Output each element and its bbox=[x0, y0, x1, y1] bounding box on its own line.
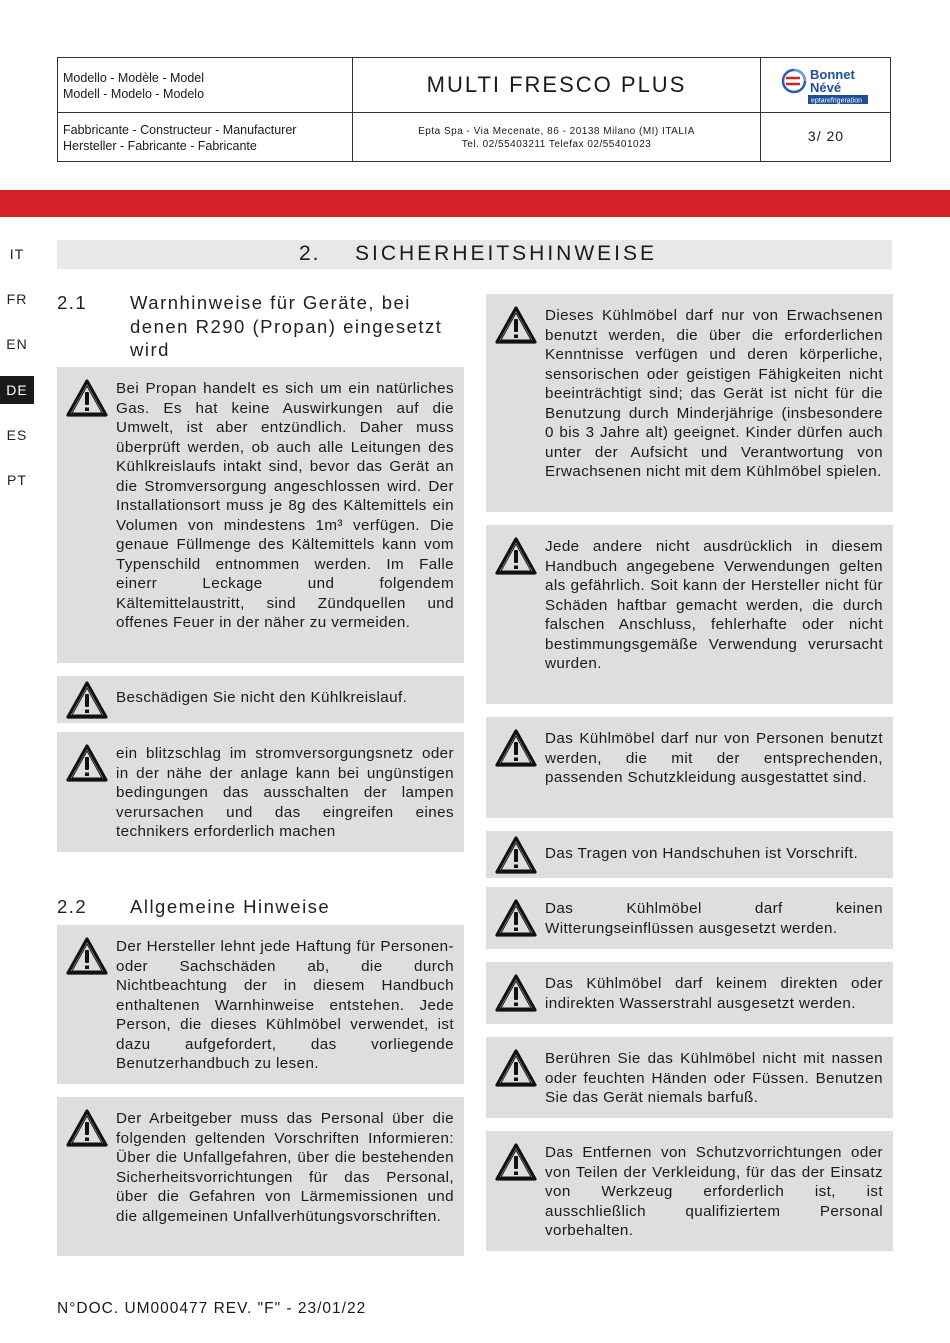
manufacturer-label bbox=[63, 122, 296, 154]
page-number: 3/ 20 bbox=[807, 128, 845, 144]
warning-icon bbox=[495, 729, 537, 767]
warning-box bbox=[486, 1131, 893, 1251]
lang-tab-de[interactable]: DE bbox=[0, 376, 34, 404]
warning-box bbox=[486, 294, 893, 512]
warning-text: Dieses Kühlmöbel darf nur von Erwachsenen benutzt werden, die über die erforderlichen Kenntnisse verfügen und deren körperliche, sensorischen oder geistigen Fähigkeiten nicht beeinträchtigt sind; das Gerät ist nicht für die Benutzung durch Minderjährige (insbesondere 0 bis 3 Jahre alt) geeignet. Kinder dürfen auch unter der Aufsicht und Verantwortung von Erwachsenen nicht mit dem Kühlmöbel spielen. bbox=[545, 307, 883, 480]
address-line-2: Tel. 02/55403211 Telefax 02/55401023 bbox=[461, 139, 652, 150]
document-number-footer: N°DOC. UM000477 REV. "F" - 23/01/22 bbox=[57, 1300, 367, 1317]
subsection-number: 2.1 bbox=[57, 292, 88, 313]
warning-box bbox=[486, 717, 893, 818]
warning-box bbox=[57, 732, 464, 852]
warning-text: Beschädigen Sie nicht den Kühlkreislauf. bbox=[116, 689, 408, 706]
section-number: 2. bbox=[299, 242, 321, 265]
warning-text: Das Entfernen von Schutzvorrichtungen oder von Teilen der Verkleidung, für das der Einsatz von Werkzeug erforderlich ist, ist ausschließlich qualifiziertem Personal vorbehalten. bbox=[545, 1144, 883, 1239]
model-label bbox=[63, 70, 204, 102]
red-accent-bar bbox=[0, 190, 950, 217]
warning-box bbox=[57, 1097, 464, 1256]
warning-box bbox=[57, 925, 464, 1084]
manufacturer-label-line-2: Hersteller - Fabricante - Fabricante bbox=[63, 139, 257, 153]
warning-icon bbox=[66, 379, 108, 417]
subsection-title: Warnhinweise für Geräte, bei denen R290 (Propan) eingesetzt wird bbox=[130, 292, 443, 360]
subsection-title: Allgemeine Hinweise bbox=[130, 896, 331, 917]
warning-text: Das Kühlmöbel darf keinem direkten oder indirekten Wasserstrahl ausgesetzt werden. bbox=[545, 975, 883, 1012]
address-line-1: Epta Spa - Via Mecenate, 86 - 20138 Milano (MI) ITALIA bbox=[418, 126, 695, 137]
warning-box bbox=[57, 676, 464, 723]
warning-icon bbox=[495, 836, 537, 874]
warning-icon bbox=[495, 974, 537, 1012]
warning-icon bbox=[495, 1049, 537, 1087]
warning-text: ein blitzschlag im stromversorgungsnetz oder in der nähe der anlage kann bei ungünstigen bedingungen das ausschalten der lampen verursachen und das eingreifen eines technikers erforderlich machen bbox=[116, 745, 454, 840]
warning-icon bbox=[495, 899, 537, 937]
manufacturer-address bbox=[353, 125, 760, 151]
subsection-2-1-heading bbox=[57, 291, 467, 363]
warning-box bbox=[486, 525, 893, 704]
warning-icon bbox=[66, 1109, 108, 1147]
section-heading: SICHERHEITSHINWEISE bbox=[355, 242, 658, 265]
logo-text-neve: Névé bbox=[810, 80, 842, 95]
subsection-number: 2.2 bbox=[57, 896, 88, 917]
lang-tab-it[interactable]: IT bbox=[9, 246, 25, 262]
bonnet-neve-logo bbox=[780, 64, 876, 106]
warning-icon bbox=[66, 681, 108, 719]
warning-icon bbox=[66, 937, 108, 975]
warning-text: Jede andere nicht ausdrücklich in diesem Handbuch angegebene Verwendungen gelten als gefährlich. Soit kann der Hersteller nicht für Schäden haftbar gemacht werden, die durch falschen Anschluss, fehlerhafte oder nicht bestimmungsgemäße Verwendung verursacht wurden. bbox=[545, 538, 883, 672]
warning-icon bbox=[495, 306, 537, 344]
warning-text: Der Arbeitgeber muss das Personal über die folgenden geltenden Vorschriften Informieren: Über die Unfallgefahren, über die bestehenden Sicherheitsvorrichtungen für das Personal, über die Gefahren von Lärmemissionen und die allgemeinen Unfallverhütungsvorschriften. bbox=[116, 1110, 454, 1225]
warning-box bbox=[486, 962, 893, 1024]
warning-text: Das Kühlmöbel darf keinen Witterungseinflüssen ausgesetzt werden. bbox=[545, 900, 883, 937]
lang-tab-pt[interactable]: PT bbox=[7, 472, 27, 488]
warning-text: Das Tragen von Handschuhen ist Vorschrift. bbox=[545, 845, 859, 862]
warning-text: Bei Propan handelt es sich um ein natürliches Gas. Es hat keine Auswirkungen auf die Umwelt, ist aber entzündlich. Daher muss überprüft werden, ob auch alle Leitungen des Kühlkreislaufs intakt sind, bevor das Gerät an die Stromversorgung angeschlossen wird. Der Installationsort muss je 8g des Kältemittels ein Volumen von mindestens 1m³ verfügen. Die genaue Füllmenge des Kältemittels kann vom Typenschild entnommen werden. Im Falle einerr Leckage und folgendem Kältemittelaustritt, sind Zündquellen und offenes Feuer in der näher zu vermeiden. bbox=[116, 380, 454, 631]
subsection-2-2-heading bbox=[57, 895, 467, 921]
product-title: MULTI FRESCO PLUS bbox=[426, 72, 687, 97]
warning-text: Berühren Sie das Kühlmöbel nicht mit nassen oder feuchten Händen oder Füssen. Benutzen Sie das Gerät niemals barfuß. bbox=[545, 1050, 883, 1106]
model-label-line-1: Modello - Modèle - Model bbox=[63, 71, 205, 85]
warning-box bbox=[57, 367, 464, 663]
warning-icon bbox=[66, 744, 108, 782]
document-header bbox=[57, 57, 891, 162]
section-title bbox=[57, 240, 892, 269]
lang-tab-fr[interactable]: FR bbox=[6, 291, 28, 307]
logo-text-epta: eptarefrigeration bbox=[811, 97, 862, 105]
warning-box bbox=[486, 831, 893, 878]
warning-box bbox=[486, 887, 893, 949]
warning-text: Das Kühlmöbel darf nur von Personen benutzt werden, die mit der entsprechenden, passenden Schutzkleidung ausgestattet sind. bbox=[545, 730, 883, 786]
lang-tab-en[interactable]: EN bbox=[6, 336, 28, 352]
manufacturer-label-line-1: Fabbricante - Constructeur - Manufacturer bbox=[63, 123, 297, 137]
model-label-line-2: Modell - Modelo - Modelo bbox=[63, 87, 205, 101]
lang-tab-es[interactable]: ES bbox=[6, 427, 28, 443]
warning-text: Der Hersteller lehnt jede Haftung für Personen- oder Sachschäden ab, die durch Nichtbeachtung der in diesem Handbuch enthaltenen Warnhinweise entstehen. Jede Person, die dieses Kühlmöbel verwendet, ist dazu aufgefordert, das vorliegende Benutzerhandbuch zu lesen. bbox=[116, 938, 454, 1072]
warning-icon bbox=[495, 537, 537, 575]
logo-text-bonnet: Bonnet bbox=[810, 67, 855, 82]
warning-box bbox=[486, 1037, 893, 1118]
warning-icon bbox=[495, 1143, 537, 1181]
